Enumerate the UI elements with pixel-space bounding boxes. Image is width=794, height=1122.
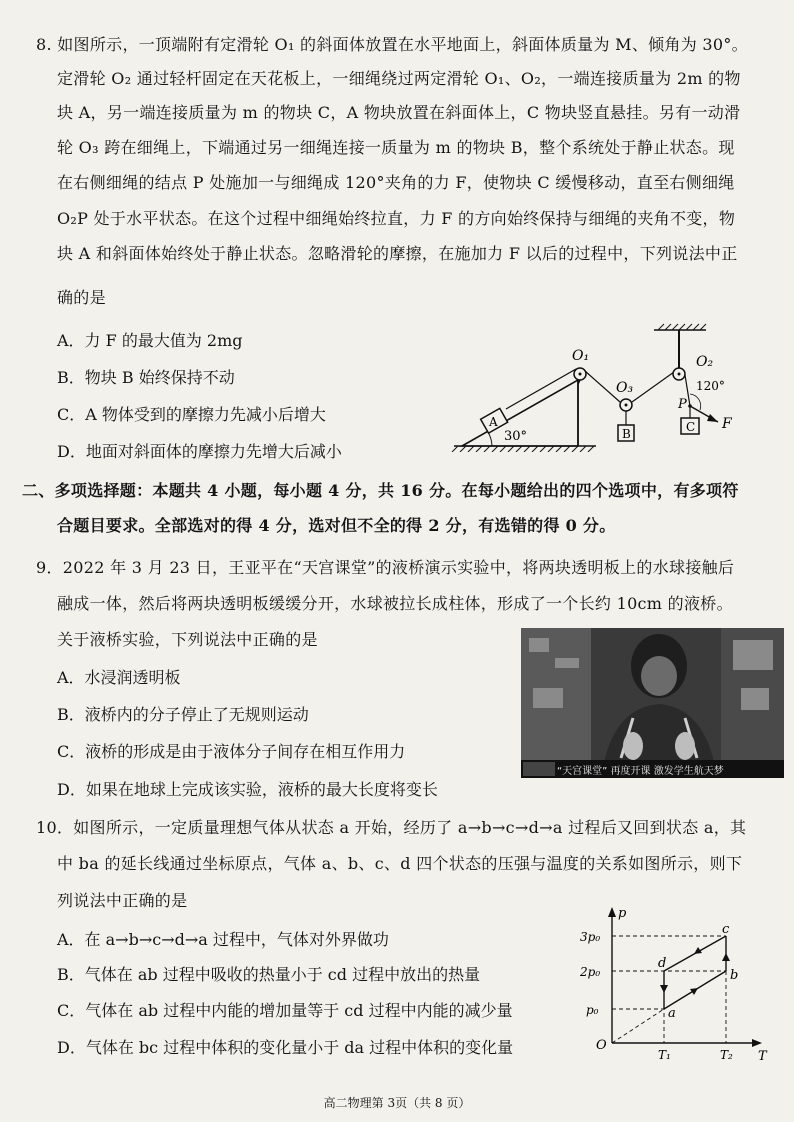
block-b-label: B <box>622 427 631 441</box>
q9-line-2: 融成一体，然后将两块透明板缓缓分开，水球被拉长成柱体，形成了一个长约 10cm 的液桥。 <box>57 594 733 613</box>
guide-lines <box>612 936 726 1043</box>
tick-2p0: 2p₀ <box>580 965 601 979</box>
incline-angle-label: 30° <box>504 429 528 444</box>
q10-line-1: 10．如图所示，一定质量理想气体从状态 a 开始，经历了 a→b→c→d→a 过程后又回到状态 a，其 <box>36 818 747 837</box>
q8-option-b: B．物块 B 始终保持不动 <box>57 368 235 387</box>
origin-label: O <box>596 1038 607 1053</box>
state-d-label: d <box>658 956 667 971</box>
q9-option-d: D．如果在地球上完成该实验，液桥的最大长度将变长 <box>57 780 438 799</box>
t-axis-label: T <box>758 1049 767 1064</box>
tick-t1: T₁ <box>658 1048 671 1062</box>
liquid-bridge-photo <box>521 628 784 778</box>
section-2-line-1: 二、多项选择题：本题共 4 小题，每小题 4 分，共 16 分。在每小题给出的四个选项中，有多项符 <box>22 481 739 500</box>
q10-option-d: D．气体在 bc 过程中体积的变化量小于 da 过程中体积的变化量 <box>57 1038 514 1057</box>
q9-option-b: B．液桥内的分子停止了无规则运动 <box>57 705 309 724</box>
tick-p0: p₀ <box>586 1003 599 1017</box>
liquid-bridge-photo-illustration <box>521 628 784 778</box>
q8-option-a: A．力 F 的最大值为 2mg <box>57 331 243 350</box>
q8-line-2: 定滑轮 O₂ 通过轻杆固定在天花板上，一细绳绕过两定滑轮 O₁、O₂，一端连接质量为 2m 的物 <box>57 69 741 88</box>
state-b-label: b <box>730 968 739 983</box>
q8-line-7: 块 A 和斜面体始终处于静止状态。忽略滑轮的摩擦，在施加力 F 以后的过程中，下列说法中正 <box>57 244 738 263</box>
state-c-label: c <box>722 922 730 937</box>
q8-line-8: 确的是 <box>57 288 106 307</box>
pulley-o1-label: O₁ <box>572 348 590 364</box>
p-axis-label: p <box>618 906 627 921</box>
angle-120-label: 120° <box>696 379 725 393</box>
page-footer: 高二物理第 3页（共 8 页） <box>323 1096 471 1110</box>
block-a-label: A <box>489 415 498 429</box>
block-c-label: C <box>686 420 696 434</box>
section-2-line-2: 合题目要求。全部选对的得 4 分，选对但不全的得 2 分，有选错的得 0 分。 <box>57 516 616 535</box>
q8-pulley-diagram <box>448 322 748 452</box>
ceiling-hatch <box>658 324 706 330</box>
q10-option-b: B．气体在 ab 过程中吸收的热量小于 cd 过程中放出的热量 <box>57 965 481 984</box>
q10-option-c: C．气体在 ab 过程中内能的增加量等于 cd 过程中内能的减少量 <box>57 1001 513 1020</box>
q9-line-3: 关于液桥实验，下列说法中正确的是 <box>57 630 318 649</box>
q10-line-3: 列说法中正确的是 <box>57 891 188 910</box>
q9-option-c: C．液桥的形成是由于液体分子间存在相互作用力 <box>57 742 406 761</box>
q8-option-d: D．地面对斜面体的摩擦力先增大后减小 <box>57 442 342 461</box>
tick-3p0: 3p₀ <box>580 930 601 944</box>
q8-option-c: C．A 物体受到的摩擦力先减小后增大 <box>57 405 326 424</box>
q9-option-a: A．水浸润透明板 <box>57 668 181 687</box>
ground-hatch <box>452 446 594 452</box>
pt-graph <box>576 903 772 1065</box>
q8-line-4: 轮 O₃ 跨在细绳上，下端通过另一细绳连接一质量为 m 的物块 B，整个系统处于静止状态。现 <box>57 138 735 157</box>
q8-line-5: 在右侧细绳的结点 P 处施加一与细绳成 120°夹角的力 F，使物块 C 缓慢移动，直至右侧细绳 <box>57 173 735 192</box>
tick-t2: T₂ <box>720 1048 733 1062</box>
q8-line-1: 8. 如图所示，一顶端附有定滑轮 O₁ 的斜面体放置在水平地面上，斜面体质量为 M、倾角为 30°。 <box>36 35 748 54</box>
q9-line-1: 9．2022 年 3 月 23 日，王亚平在“天宫课堂”的液桥演示实验中，将两块透明板上的水球接触后 <box>36 558 735 577</box>
photo-caption: “天宫课堂” 再度开课 激发学生航天梦 <box>557 766 724 777</box>
q10-line-2: 中 ba 的延长线通过坐标原点，气体 a、b、c、d 四个状态的压强与温度的关系如图所示，则下 <box>57 854 743 873</box>
pulley-o3-label: O₃ <box>616 380 634 396</box>
q8-line-6: O₂P 处于水平状态。在这个过程中细绳始终拉直，力 F 的方向始终保持与细绳的夹角不变，物 <box>57 209 736 228</box>
q8-line-3: 块 A，另一端连接质量为 m 的物块 C，A 物块放置在斜面体上，C 物块竖直悬挂。另有一动滑 <box>57 103 741 122</box>
state-a-label: a <box>668 1006 676 1021</box>
cycle-path <box>664 936 726 1009</box>
pulley-o2-label: O₂ <box>696 354 714 370</box>
q10-option-a: A．在 a→b→c→d→a 过程中，气体对外界做功 <box>57 930 389 949</box>
force-f-label: F <box>722 416 732 432</box>
knot-p-label: P <box>678 397 687 412</box>
